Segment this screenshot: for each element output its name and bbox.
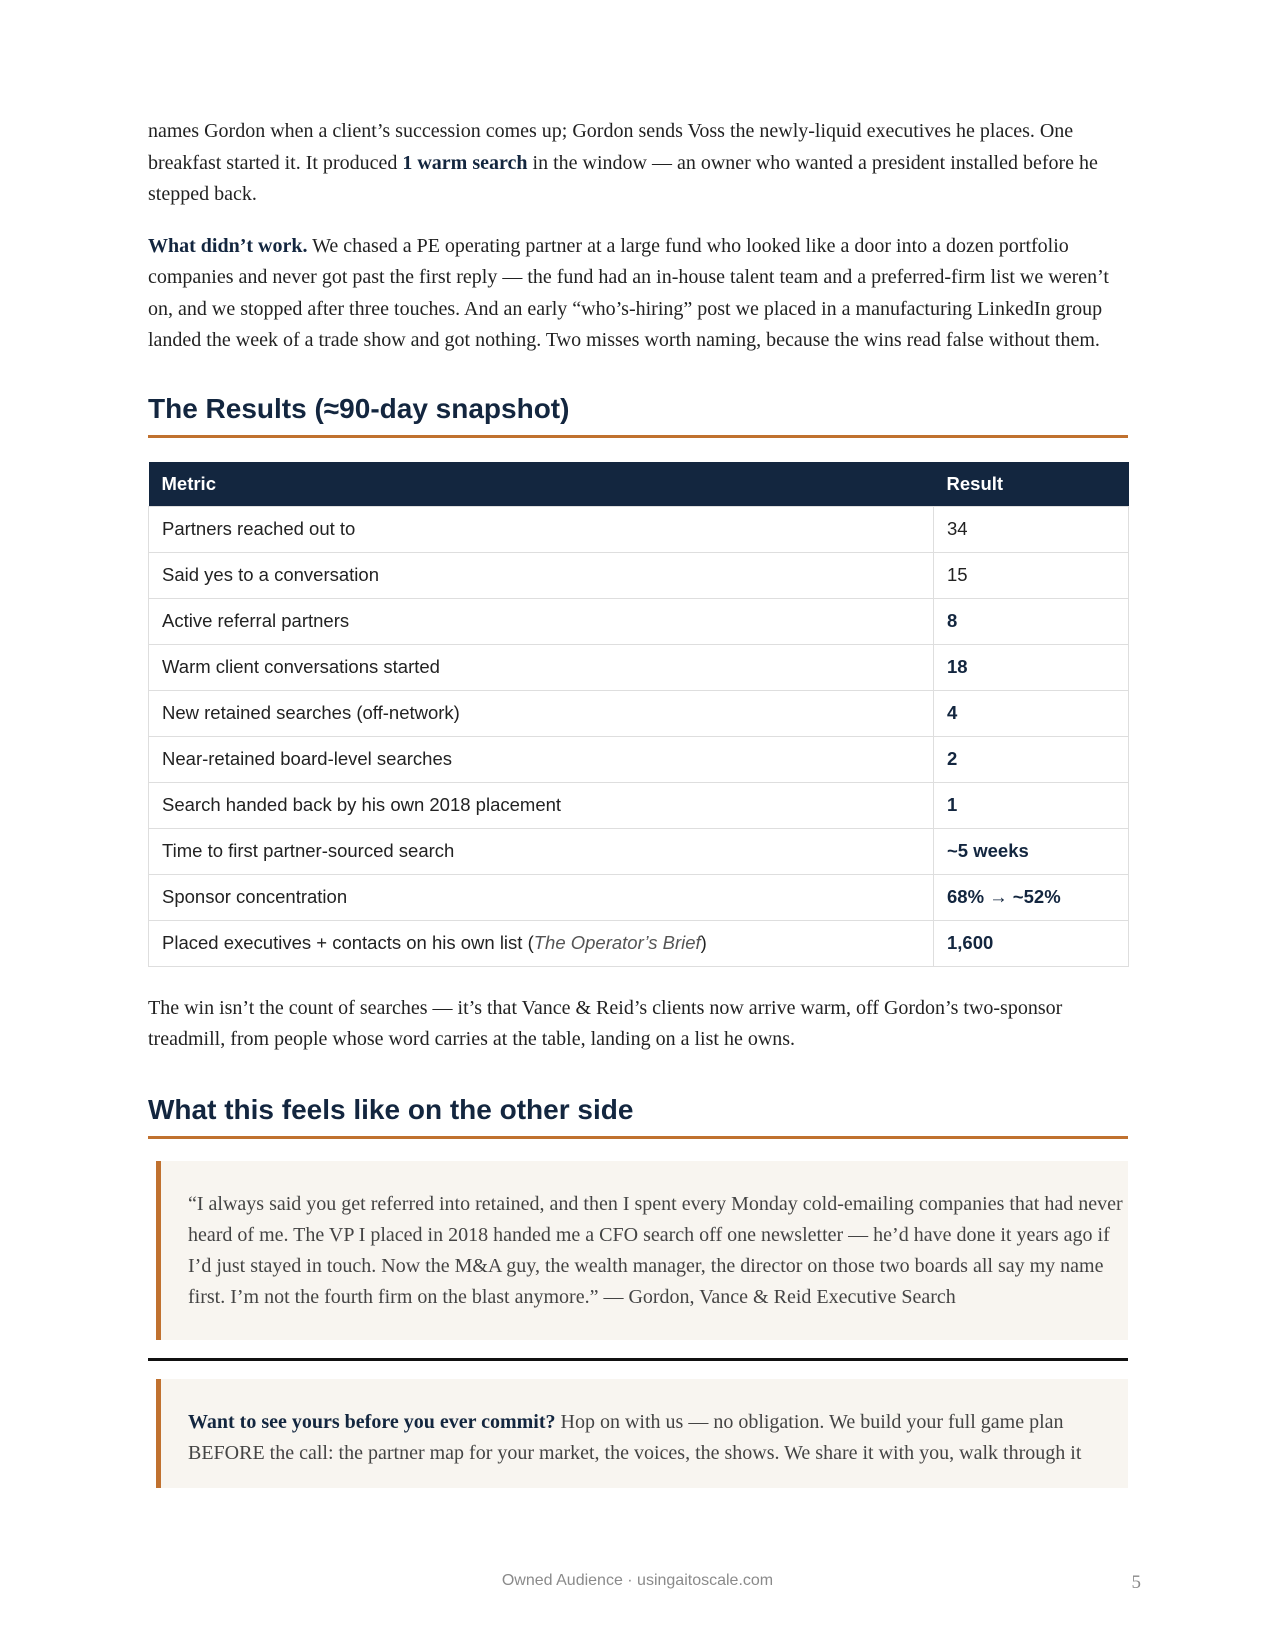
- what-didnt-work-text: We chased a PE operating partner at a large fund who looked like a door into a dozen portfolio companies and never got past the first reply — the fund had an in-house talent team and a preferred-firm list we weren’t on, and we stopped after three touches. And an early “who’s-hiring” post we placed in a manufacturing LinkedIn group landed the week of a trade show and got nothing. Two misses worth naming, because the wins read false without them.: [148, 234, 1109, 351]
- metric-cell: Search handed back by his own 2018 placement: [149, 782, 934, 828]
- testimonial-quote: “I always said you get referred into retained, and then I spent every Monday cold-emailing companies that had never heard of me. The VP I placed in 2018 handed me a CFO search off one newsletter — he’d have done it years ago if I’d just stayed in touch. Now the M&A guy, the wealth manager, the director on those two boards all say my name first. I’m not the fourth firm on the blast anymore.” — Gordon, Vance & Reid Executive Search: [156, 1161, 1128, 1340]
- newsletter-title: The Operator’s Brief: [533, 932, 701, 953]
- table-row: [149, 598, 1129, 644]
- result-cell: 1: [934, 782, 1129, 828]
- result-column-header: Result: [934, 462, 1129, 507]
- result-cell: 15: [934, 552, 1129, 598]
- cta-text: Hop on with us — no obligation. We build your full game plan BEFORE the call: the partner map for your market, the voices, the shows. We share it with you, walk through it: [188, 1410, 1082, 1464]
- result-cell: 8: [934, 598, 1129, 644]
- result-cell: 68% → ~52%: [934, 874, 1129, 920]
- metric-cell: Time to first partner-sourced search: [149, 828, 934, 874]
- results-heading: The Results (≈90-day snapshot): [148, 393, 1128, 438]
- table-header-row: [149, 462, 1129, 507]
- metric-cell: Warm client conversations started: [149, 644, 934, 690]
- table-row: [149, 828, 1129, 874]
- metric-cell: Partners reached out to: [149, 506, 934, 552]
- table-row: [149, 920, 1129, 966]
- what-didnt-work-paragraph: [148, 231, 1128, 357]
- page-number: 5: [1131, 1572, 1141, 1593]
- metric-column-header: Metric: [149, 462, 934, 507]
- metric-cell: Said yes to a conversation: [149, 552, 934, 598]
- result-cell: ~5 weeks: [934, 828, 1129, 874]
- table-row: [149, 874, 1129, 920]
- table-row: [149, 644, 1129, 690]
- results-table: [148, 462, 1129, 967]
- document-page: [148, 116, 1128, 1488]
- divider: [148, 1358, 1128, 1361]
- intro-paragraph-1: [148, 116, 1128, 211]
- result-cell: 1,600: [934, 920, 1129, 966]
- results-summary: The win isn’t the count of searches — it’s that Vance & Reid’s clients now arrive warm, off Gordon’s two-sponsor treadmill, from people whose word carries at the table, landing on a list he owns.: [148, 996, 1063, 1050]
- table-row: [149, 782, 1129, 828]
- intro-text-end: in the window — an owner who wanted a president installed before he stepped back.: [148, 151, 1098, 205]
- result-cell: 18: [934, 644, 1129, 690]
- what-didnt-work-label: What didn’t work.: [148, 234, 308, 257]
- other-side-heading: What this feels like on the other side: [148, 1094, 1128, 1139]
- result-cell: 2: [934, 736, 1129, 782]
- call-to-action-box: [156, 1379, 1128, 1488]
- metric-cell: Sponsor concentration: [149, 874, 934, 920]
- intro-text: names Gordon when a client’s succession comes up; Gordon sends Voss the newly-liquid executives he places. One breakfast started it. It produced: [148, 120, 1074, 174]
- result-cell: 34: [934, 506, 1129, 552]
- table-row: [149, 736, 1129, 782]
- metric-cell: New retained searches (off-network): [149, 690, 934, 736]
- metric-cell: Placed executives + contacts on his own list (The Operator’s Brief): [149, 920, 934, 966]
- metric-cell: Near-retained board-level searches: [149, 736, 934, 782]
- table-row: [149, 506, 1129, 552]
- warm-search-highlight: 1 warm search: [402, 151, 528, 174]
- page-footer: Owned Audience · usingaitoscale.com: [501, 1572, 774, 1589]
- table-row: [149, 690, 1129, 736]
- metric-cell: Active referral partners: [149, 598, 934, 644]
- cta-headline: Want to see yours before you ever commit?: [188, 1410, 556, 1433]
- result-cell: 4: [934, 690, 1129, 736]
- table-row: [149, 552, 1129, 598]
